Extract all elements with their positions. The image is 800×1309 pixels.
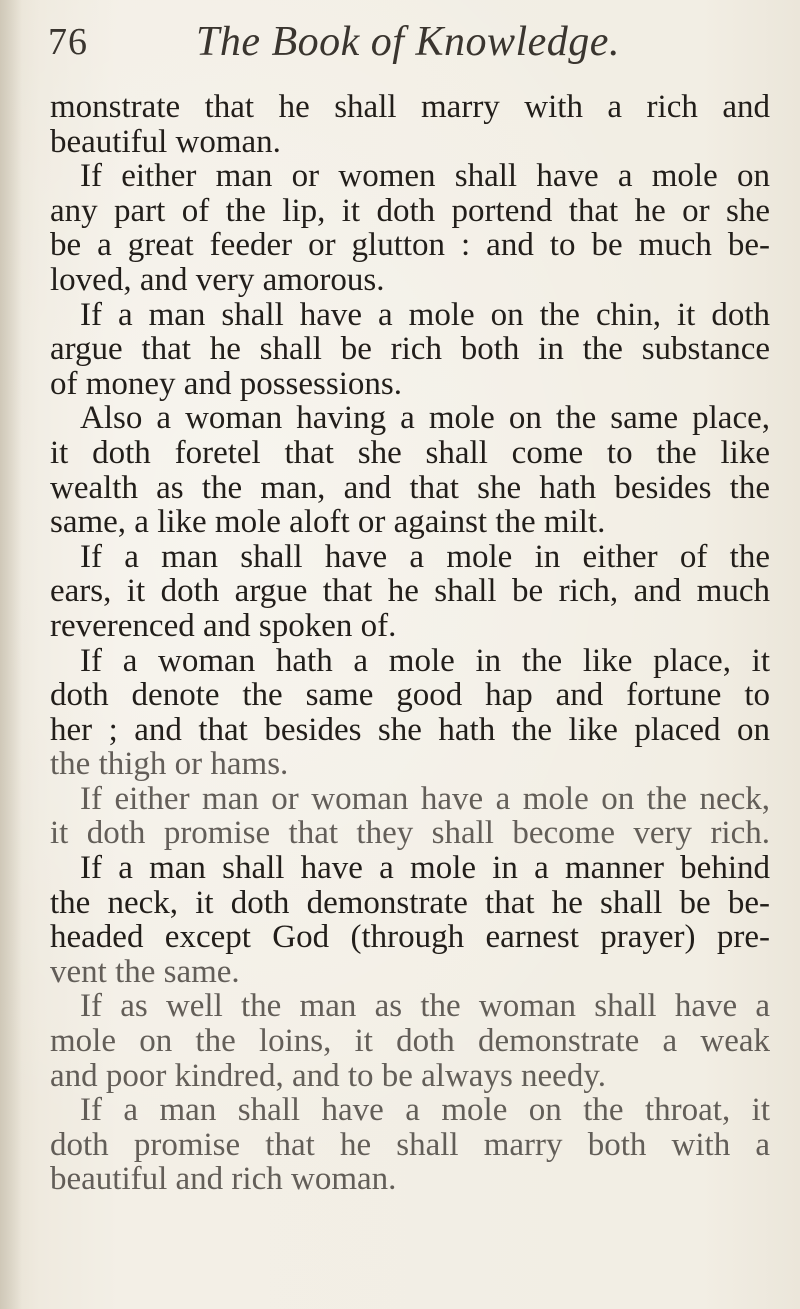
text-line: beautiful and rich woman.	[50, 1161, 397, 1198]
text-line: beautiful woman.	[50, 123, 281, 160]
page-number: 76	[48, 21, 88, 63]
text-line: it doth foretel that she shall come to the like	[50, 434, 770, 471]
text-line: argue that he shall be rich both in the substance	[50, 331, 770, 368]
text-line: be a great feeder or glutton : and to be much be-	[50, 227, 770, 264]
book-title: The Book of Knowledge.	[196, 19, 620, 65]
text-line: the neck, it doth demonstrate that he shall be be-	[50, 884, 770, 921]
text-line: her ; and that besides she hath the like placed on	[50, 711, 770, 748]
text-line: If a woman hath a mole in the like place, it	[80, 642, 770, 679]
text-line: If as well the man as the woman shall have a	[80, 988, 770, 1025]
text-line: If either man or women shall have a mole on	[80, 158, 770, 195]
text-line: doth denote the same good hap and fortune to	[50, 677, 770, 714]
body-text	[50, 90, 770, 1197]
text-line: If a man shall have a mole in a manner behind	[80, 850, 770, 887]
text-line: Also a woman having a mole on the same place,	[80, 400, 770, 437]
text-line: and poor kindred, and to be always needy.	[50, 1057, 606, 1094]
text-line: If either man or woman have a mole on the neck,	[80, 780, 770, 817]
text-line: same, a like mole aloft or against the milt.	[50, 504, 606, 541]
text-line: If a man shall have a mole on the chin, it doth	[80, 296, 770, 333]
text-line: doth promise that he shall marry both with a	[50, 1126, 770, 1163]
text-line: vent the same.	[50, 953, 240, 990]
text-line: the thigh or hams.	[50, 746, 289, 783]
text-line: of money and possessions.	[50, 365, 402, 402]
text-line: monstrate that he shall marry with a rich and	[50, 89, 770, 125]
text-line: loved, and very amorous.	[50, 261, 385, 298]
text-line: wealth as the man, and that she hath besides the	[50, 469, 770, 506]
text-line: it doth promise that they shall become very rich.	[50, 815, 770, 852]
text-line: ears, it doth argue that he shall be rich, and much	[50, 573, 770, 610]
text-line: reverenced and spoken of.	[50, 607, 397, 644]
page-gutter-shadow	[0, 0, 22, 1309]
text-line: headed except God (through earnest prayer) pre-	[50, 919, 770, 956]
text-line: any part of the lip, it doth portend that he or she	[50, 192, 770, 229]
text-line: If a man shall have a mole in either of the	[80, 538, 770, 575]
text-line: If a man shall have a mole on the throat, it	[80, 1092, 770, 1129]
running-head	[48, 12, 768, 72]
text-line: mole on the loins, it doth demonstrate a weak	[50, 1023, 770, 1060]
